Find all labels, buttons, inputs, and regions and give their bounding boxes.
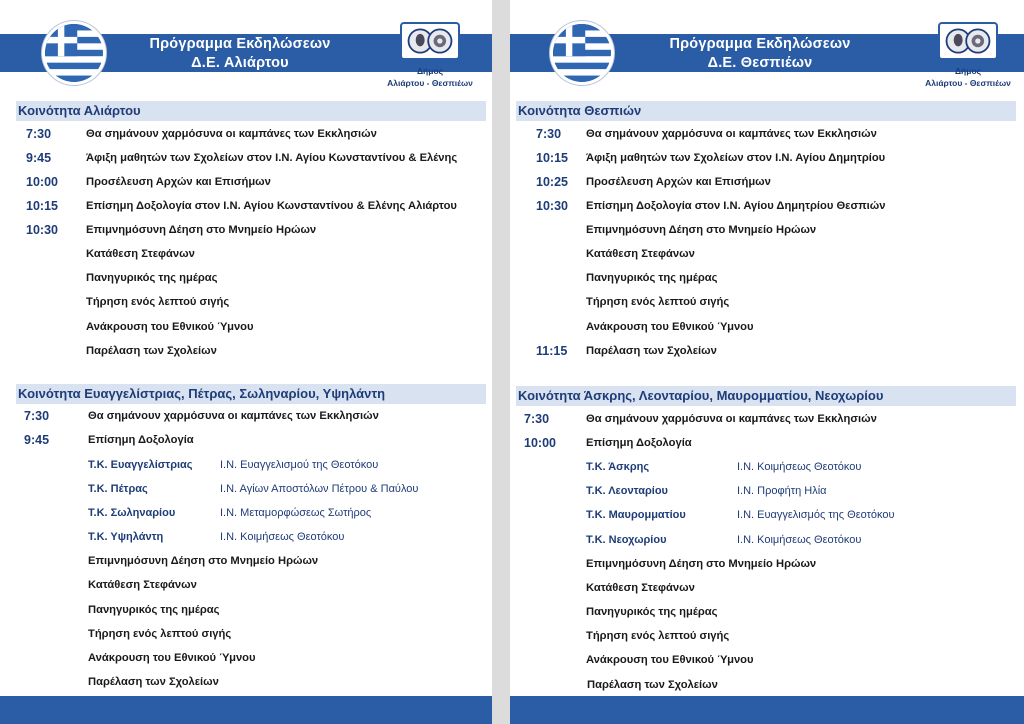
event-text: Ανάκρουση του Εθνικού Ύμνου bbox=[88, 652, 256, 664]
section-heading: Κοινότητα Ευαγγελίστριας, Πέτρας, Σωληναρίου, Υψηλάντη bbox=[16, 384, 486, 404]
header-title bbox=[640, 35, 880, 73]
header-title bbox=[120, 35, 360, 73]
community-name: Τ.Κ. Υψηλάντη bbox=[88, 531, 164, 543]
program-page-aliartos bbox=[0, 0, 492, 724]
program-page-thespies bbox=[510, 0, 1024, 724]
event-text: Κατάθεση Στεφάνων bbox=[586, 248, 695, 260]
community-name: Τ.Κ. Ευαγγελίστριας bbox=[88, 459, 193, 471]
event-time: 7:30 bbox=[524, 412, 550, 426]
church-name: Ι.Ν. Ευαγγελισμού της Θεοτόκου bbox=[220, 459, 379, 471]
municipality-line-1: Δήμος bbox=[416, 66, 444, 76]
title-line-1: Πρόγραμμα Εκδηλώσεων bbox=[669, 36, 851, 52]
church-name: Ι.Ν. Προφήτη Ηλία bbox=[737, 485, 827, 497]
event-text: Επιμνημόσυνη Δέηση στο Μνημείο Ηρώων bbox=[86, 224, 317, 236]
event-text: Παρέλαση των Σχολείων bbox=[586, 345, 717, 357]
event-time: 7:30 bbox=[26, 127, 52, 141]
event-text: Επίσημη Δοξολογία στον Ι.Ν. Αγίου Δημητρίου Θεσπιών bbox=[586, 200, 886, 212]
event-text: Επίσημη Δοξολογία στον Ι.Ν. Αγίου Κωνσταντίνου & Ελένης Αλιάρτου bbox=[86, 200, 457, 212]
church-name: Ι.Ν. Κοιμήσεως Θεοτόκου bbox=[220, 531, 345, 543]
church-name: Ι.Ν. Ευαγγελισμός της Θεοτόκου bbox=[737, 509, 895, 521]
community-name: Τ.Κ. Άσκρης bbox=[586, 461, 650, 473]
church-name: Ι.Ν. Αγίων Αποστόλων Πέτρου & Παύλου bbox=[220, 483, 419, 495]
municipality-name bbox=[382, 65, 478, 89]
event-text: Άφιξη μαθητών των Σχολείων στον Ι.Ν. Αγίου Κωνσταντίνου & Ελένης bbox=[86, 152, 458, 164]
event-time: 10:15 bbox=[536, 151, 568, 165]
event-time: 10:00 bbox=[26, 175, 58, 189]
event-text: Προσέλευση Αρχών και Επισήμων bbox=[586, 176, 771, 188]
event-text: Τήρηση ενός λεπτού σιγής bbox=[86, 296, 230, 308]
church-name: Ι.Ν. Μεταμορφώσεως Σωτήρος bbox=[220, 507, 372, 519]
event-text: Πανηγυρικός της ημέρας bbox=[88, 604, 220, 616]
event-text: Επιμνημόσυνη Δέηση στο Μνημείο Ηρώων bbox=[88, 555, 319, 567]
event-text: Ανάκρουση του Εθνικού Ύμνου bbox=[586, 654, 754, 666]
section-heading: Κοινότητα Θεσπιών bbox=[516, 101, 1016, 121]
section-heading: Κοινότητα Αλιάρτου bbox=[16, 101, 486, 121]
event-text: Θα σημάνουν χαρμόσυνα οι καμπάνες των Εκκλησιών bbox=[86, 128, 377, 140]
footer-band bbox=[510, 696, 1024, 724]
event-time: 9:45 bbox=[26, 151, 52, 165]
municipality-logo-icon bbox=[400, 22, 460, 60]
community-name: Τ.Κ. Σωληναρίου bbox=[88, 507, 176, 519]
event-text: Πανηγυρικός της ημέρας bbox=[586, 606, 718, 618]
municipality-line-2: Αλιάρτου - Θεσπιέων bbox=[387, 78, 473, 88]
event-text: Επιμνημόσυνη Δέηση στο Μνημείο Ηρώων bbox=[586, 224, 817, 236]
event-text: Κατάθεση Στεφάνων bbox=[586, 582, 695, 594]
event-time: 10:25 bbox=[536, 175, 568, 189]
greek-flag-icon bbox=[42, 21, 106, 85]
event-text: Παρέλαση των Σχολείων bbox=[587, 679, 718, 691]
event-text: Επίσημη Δοξολογία bbox=[88, 434, 194, 446]
community-name: Τ.Κ. Μαυρομματίου bbox=[586, 509, 686, 521]
footer-band bbox=[0, 696, 492, 724]
church-name: Ι.Ν. Κοιμήσεως Θεοτόκου bbox=[737, 534, 862, 546]
event-time: 9:45 bbox=[24, 433, 50, 447]
event-text: Προσέλευση Αρχών και Επισήμων bbox=[86, 176, 271, 188]
event-text: Επίσημη Δοξολογία bbox=[586, 437, 692, 449]
greek-flag-icon bbox=[550, 21, 614, 85]
community-name: Τ.Κ. Πέτρας bbox=[88, 483, 148, 495]
municipality-line-2: Αλιάρτου - Θεσπιέων bbox=[925, 78, 1011, 88]
event-time: 11:15 bbox=[536, 344, 568, 358]
event-text: Θα σημάνουν χαρμόσυνα οι καμπάνες των Εκκλησιών bbox=[88, 410, 379, 422]
event-text: Τήρηση ενός λεπτού σιγής bbox=[586, 630, 730, 642]
event-text: Κατάθεση Στεφάνων bbox=[88, 579, 197, 591]
municipality-logo-icon bbox=[938, 22, 998, 60]
community-name: Τ.Κ. Νεοχωρίου bbox=[586, 534, 667, 546]
event-text: Θα σημάνουν χαρμόσυνα οι καμπάνες των Εκκλησιών bbox=[586, 128, 877, 140]
event-text: Ανάκρουση του Εθνικού Ύμνου bbox=[86, 321, 254, 333]
event-text: Πανηγυρικός της ημέρας bbox=[586, 272, 718, 284]
event-time: 7:30 bbox=[24, 409, 50, 423]
event-time: 10:30 bbox=[536, 199, 568, 213]
event-text: Πανηγυρικός της ημέρας bbox=[86, 272, 218, 284]
event-text: Άφιξη μαθητών των Σχολείων στον Ι.Ν. Αγίου Δημητρίου bbox=[586, 152, 886, 164]
event-time: 10:00 bbox=[524, 436, 556, 450]
municipality-name bbox=[920, 65, 1016, 89]
event-text: Παρέλαση των Σχολείων bbox=[86, 345, 217, 357]
community-name: Τ.Κ. Λεονταρίου bbox=[586, 485, 668, 497]
event-text: Τήρηση ενός λεπτού σιγής bbox=[88, 628, 232, 640]
municipality-line-1: Δήμος bbox=[954, 66, 982, 76]
event-text: Κατάθεση Στεφάνων bbox=[86, 248, 195, 260]
event-time: 7:30 bbox=[536, 127, 562, 141]
event-text: Παρέλαση των Σχολείων bbox=[88, 676, 219, 688]
event-text: Επιμνημόσυνη Δέηση στο Μνημείο Ηρώων bbox=[586, 558, 817, 570]
event-time: 10:30 bbox=[26, 223, 58, 237]
title-line-1: Πρόγραμμα Εκδηλώσεων bbox=[149, 36, 331, 52]
event-text: Θα σημάνουν χαρμόσυνα οι καμπάνες των Εκκλησιών bbox=[586, 413, 877, 425]
event-text: Ανάκρουση του Εθνικού Ύμνου bbox=[586, 321, 754, 333]
title-line-2: Δ.Ε. Θεσπιέων bbox=[707, 55, 813, 71]
church-name: Ι.Ν. Κοιμήσεως Θεοτόκου bbox=[737, 461, 862, 473]
event-time: 10:15 bbox=[26, 199, 58, 213]
section-heading: Κοινότητα Άσκρης, Λεονταρίου, Μαυρομματίου, Νεοχωρίου bbox=[516, 386, 1016, 406]
title-line-2: Δ.Ε. Αλιάρτου bbox=[191, 55, 289, 71]
event-text: Τήρηση ενός λεπτού σιγής bbox=[586, 296, 730, 308]
